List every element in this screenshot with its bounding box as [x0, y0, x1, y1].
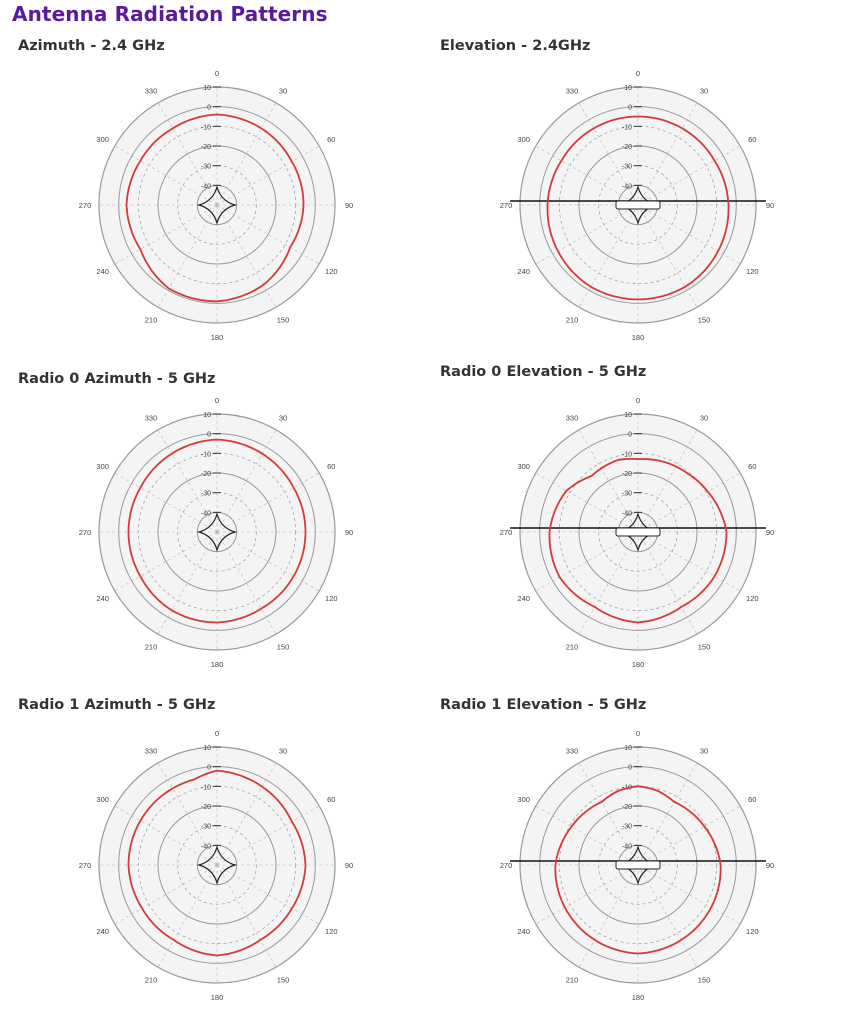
polar-chart-elevation-2-4ghz — [493, 60, 783, 350]
angle-tick-label: 150 — [276, 975, 290, 985]
radial-tick-label: 0 — [207, 104, 211, 112]
polar-chart-azimuth-2-4ghz — [72, 60, 362, 350]
angle-tick-label: 330 — [144, 746, 158, 756]
radial-tick-label: -40 — [200, 183, 211, 191]
radial-tick-label: 0 — [628, 104, 632, 112]
radial-tick-label: -10 — [621, 124, 632, 132]
angle-tick-label: 330 — [565, 413, 579, 423]
radial-tick-label: -20 — [621, 144, 632, 151]
chart-title-azimuth-2-4ghz: Azimuth - 2.4 GHz — [18, 38, 165, 54]
radial-tick-label: -40 — [621, 843, 632, 851]
angle-tick-label: 90 — [344, 201, 354, 210]
chart-title-radio1-azimuth-5ghz: Radio 1 Azimuth - 5 GHz — [18, 697, 216, 713]
angle-tick-label: 120 — [325, 927, 338, 936]
angle-tick-label: 180 — [631, 333, 645, 342]
chart-title-radio0-azimuth-5ghz: Radio 0 Azimuth - 5 GHz — [18, 371, 216, 387]
radial-tick-label: -30 — [621, 490, 632, 498]
radial-tick-label: -40 — [200, 843, 211, 851]
radial-tick-label: -10 — [200, 124, 211, 132]
angle-tick-label: 0 — [214, 729, 220, 738]
chart-title-radio0-elevation-5ghz: Radio 0 Elevation - 5 GHz — [440, 364, 647, 380]
radial-tick-label: -30 — [621, 823, 632, 831]
angle-tick-label: 60 — [748, 135, 757, 144]
angle-tick-label: 60 — [327, 135, 336, 144]
radial-tick-label: -10 — [200, 451, 211, 459]
radial-tick-label: -20 — [621, 804, 632, 811]
polar-chart-radio0-azimuth-5ghz — [72, 387, 362, 677]
angle-tick-label: 240 — [517, 267, 530, 276]
angle-tick-label: 270 — [499, 201, 513, 210]
radial-tick-label: -30 — [200, 823, 211, 831]
radial-tick-label: -20 — [200, 144, 211, 151]
radial-tick-label: 10 — [624, 412, 632, 419]
radial-tick-label: -20 — [200, 471, 211, 478]
angle-tick-label: 210 — [144, 642, 158, 652]
angle-tick-label: 30 — [699, 413, 709, 423]
angle-tick-label: 150 — [276, 315, 290, 325]
angle-tick-label: 60 — [327, 795, 336, 804]
device-body — [616, 201, 660, 209]
radial-tick-label: -30 — [200, 490, 211, 498]
device-body — [616, 861, 660, 869]
radial-tick-label: 10 — [624, 745, 632, 752]
angle-tick-label: 210 — [565, 642, 579, 652]
angle-tick-label: 180 — [210, 660, 224, 669]
angle-tick-label: 180 — [631, 660, 645, 669]
radial-tick-label: -30 — [200, 163, 211, 171]
angle-tick-label: 270 — [499, 528, 513, 537]
device-body — [616, 528, 660, 536]
radial-tick-label: -20 — [200, 804, 211, 811]
radial-tick-label: 0 — [207, 764, 211, 772]
polar-chart-radio0-elevation-5ghz — [493, 387, 783, 677]
angle-tick-label: 120 — [325, 267, 338, 276]
angle-tick-label: 300 — [96, 795, 109, 804]
angle-tick-label: 0 — [214, 69, 220, 78]
radial-tick-label: 10 — [203, 85, 211, 92]
polar-chart-radio1-elevation-5ghz — [493, 720, 783, 1010]
chart-title-elevation-2-4ghz: Elevation - 2.4GHz — [440, 38, 591, 54]
radial-tick-label: 0 — [628, 764, 632, 772]
angle-tick-label: 300 — [517, 462, 530, 471]
angle-tick-label: 240 — [517, 927, 530, 936]
radial-tick-label: 0 — [207, 431, 211, 439]
angle-tick-label: 270 — [78, 201, 92, 210]
angle-tick-label: 270 — [499, 861, 513, 870]
angle-tick-label: 150 — [697, 975, 711, 985]
radial-tick-label: -40 — [621, 510, 632, 518]
angle-tick-label: 30 — [699, 746, 709, 756]
angle-tick-label: 330 — [144, 86, 158, 96]
radial-tick-label: -10 — [621, 451, 632, 459]
angle-tick-label: 90 — [344, 861, 354, 870]
angle-tick-label: 30 — [278, 746, 288, 756]
angle-tick-label: 240 — [517, 594, 530, 603]
angle-tick-label: 90 — [765, 201, 775, 210]
angle-tick-label: 90 — [765, 528, 775, 537]
angle-tick-label: 270 — [78, 528, 92, 537]
angle-tick-label: 180 — [210, 993, 224, 1002]
angle-tick-label: 210 — [144, 315, 158, 325]
angle-tick-label: 300 — [96, 135, 109, 144]
angle-tick-label: 180 — [631, 993, 645, 1002]
angle-tick-label: 120 — [746, 594, 759, 603]
page-title: Antenna Radiation Patterns — [12, 2, 328, 26]
angle-tick-label: 120 — [746, 927, 759, 936]
angle-tick-label: 240 — [96, 927, 109, 936]
angle-tick-label: 60 — [748, 795, 757, 804]
angle-tick-label: 210 — [565, 975, 579, 985]
radial-tick-label: -40 — [200, 510, 211, 518]
angle-tick-label: 90 — [344, 528, 354, 537]
angle-tick-label: 330 — [565, 746, 579, 756]
angle-tick-label: 30 — [278, 86, 288, 96]
angle-tick-label: 270 — [78, 861, 92, 870]
angle-tick-label: 150 — [697, 315, 711, 325]
angle-tick-label: 0 — [635, 69, 641, 78]
angle-tick-label: 30 — [278, 413, 288, 423]
angle-tick-label: 0 — [214, 396, 220, 405]
radial-tick-label: 10 — [624, 85, 632, 92]
polar-chart-radio1-azimuth-5ghz — [72, 720, 362, 1010]
radial-tick-label: -30 — [621, 163, 632, 171]
radial-tick-label: 10 — [203, 745, 211, 752]
radial-tick-label: -40 — [621, 183, 632, 191]
radial-tick-label: -10 — [200, 784, 211, 792]
angle-tick-label: 150 — [697, 642, 711, 652]
angle-tick-label: 60 — [748, 462, 757, 471]
angle-tick-label: 0 — [635, 396, 641, 405]
angle-tick-label: 0 — [635, 729, 641, 738]
radial-tick-label: 10 — [203, 412, 211, 419]
chart-title-radio1-elevation-5ghz: Radio 1 Elevation - 5 GHz — [440, 697, 647, 713]
angle-tick-label: 240 — [96, 267, 109, 276]
angle-tick-label: 90 — [765, 861, 775, 870]
angle-tick-label: 120 — [325, 594, 338, 603]
angle-tick-label: 300 — [517, 135, 530, 144]
radial-tick-label: -20 — [621, 471, 632, 478]
angle-tick-label: 300 — [517, 795, 530, 804]
angle-tick-label: 240 — [96, 594, 109, 603]
angle-tick-label: 210 — [144, 975, 158, 985]
angle-tick-label: 150 — [276, 642, 290, 652]
angle-tick-label: 300 — [96, 462, 109, 471]
radial-tick-label: 0 — [628, 431, 632, 439]
angle-tick-label: 30 — [699, 86, 709, 96]
angle-tick-label: 210 — [565, 315, 579, 325]
radial-tick-label: -10 — [621, 784, 632, 792]
angle-tick-label: 120 — [746, 267, 759, 276]
angle-tick-label: 180 — [210, 333, 224, 342]
angle-tick-label: 330 — [144, 413, 158, 423]
angle-tick-label: 330 — [565, 86, 579, 96]
angle-tick-label: 60 — [327, 462, 336, 471]
